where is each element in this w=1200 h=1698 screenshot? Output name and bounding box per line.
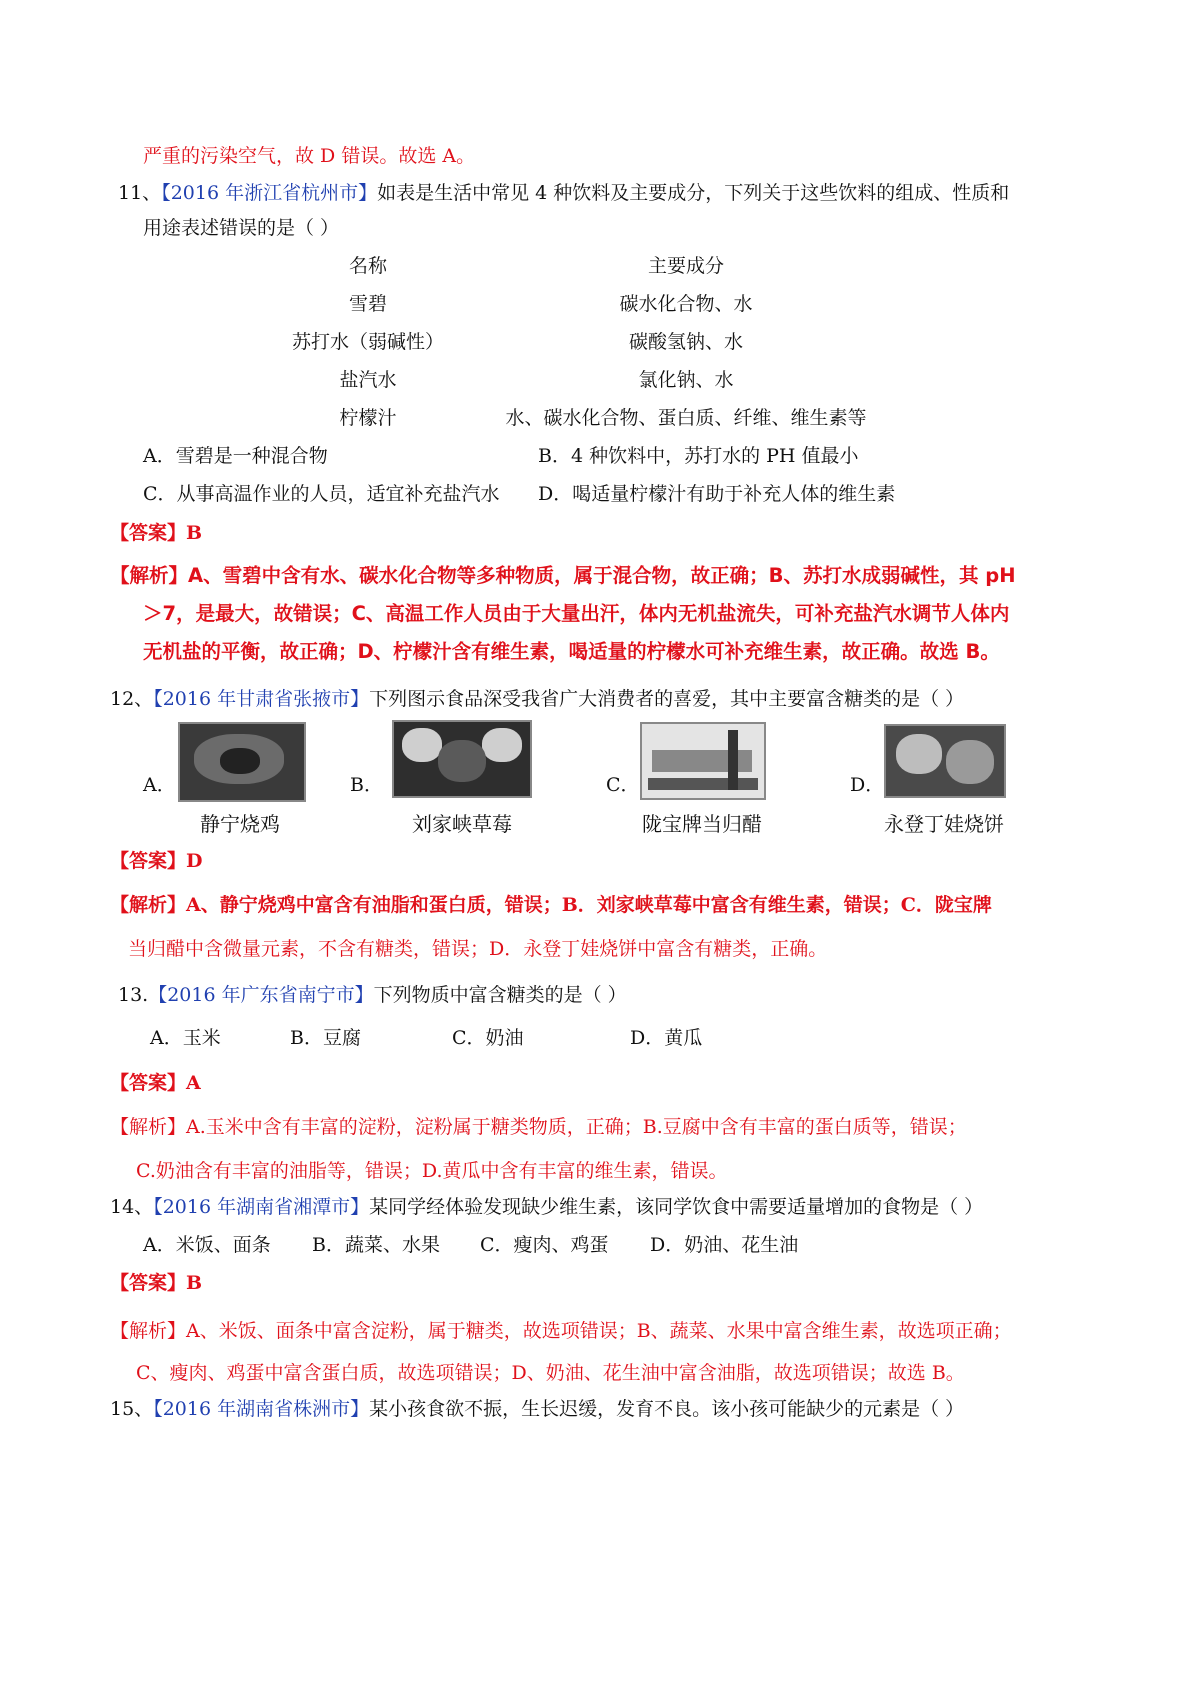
option-d: D．喝适量柠檬汁有助于补充人体的维生素 (538, 483, 896, 505)
table-cell: 柠檬汁 (339, 407, 397, 429)
explanation-line: 无机盐的平衡，故正确；D、柠檬汁含有维生素，喝适量的柠檬水可补充维生素，故正确。故选 B。 (143, 640, 1000, 663)
question-source: 【2016 年广东省南宁市】 (148, 984, 374, 1006)
question-source: 【2016 年浙江省杭州市】 (161, 182, 378, 204)
explanation-line: C.奶油含有丰富的油脂等，错误；D.黄瓜中含有丰富的维生素，错误。 (136, 1160, 728, 1182)
option-a: A．米饭、面条 (143, 1234, 271, 1256)
explanation-line: 当归醋中含微量元素，不含有糖类，错误；D．永登丁娃烧饼中富含有糖类，正确。 (128, 938, 828, 960)
table-cell: 碳酸氢钠、水 (628, 331, 744, 353)
pancake-photo (884, 724, 1006, 798)
explanation-line: ＞7，是最大，故错误；C、高温工作人员由于大量出汗，体内无机盐流失，可补充盐汽水调节人体内 (143, 602, 1010, 625)
option-b: B．豆腐 (290, 1027, 361, 1049)
explanation-line (110, 892, 992, 918)
option-letter: B． (350, 774, 383, 796)
answer-label: 【答案】D (110, 850, 203, 872)
answer-label: 【答案】A (110, 1072, 201, 1094)
table-cell: 氯化钠、水 (638, 369, 734, 391)
option-c: C．从事高温作业的人员，适宜补充盐汽水 (143, 483, 500, 505)
table-cell: 盐汽水 (339, 369, 397, 391)
question-source: 【2016 年湖南省株洲市】 (153, 1398, 370, 1420)
roast-chicken-photo (178, 722, 306, 802)
prev-explanation-tail: 严重的污染空气，故 D 错误。故选 A。 (143, 145, 476, 167)
option-c: C．奶油 (452, 1027, 524, 1049)
food-caption: 陇宝牌当归醋 (642, 812, 762, 836)
question-source: 【2016 年湖南省湘潭市】 (153, 1196, 370, 1218)
option-a: A．雪碧是一种混合物 (143, 445, 328, 467)
option-a: A．玉米 (150, 1027, 221, 1049)
table-cell: 碳水化合物、水 (619, 293, 753, 315)
answer-label: 【答案】B (110, 522, 203, 544)
food-caption: 刘家峡草莓 (412, 812, 512, 836)
explanation-line: C、瘦肉、鸡蛋中富含蛋白质，故选项错误；D、奶油、花生油中富含油脂，故选项错误；故选 B。 (136, 1362, 965, 1384)
question-number: 15、 (110, 1398, 154, 1420)
option-b: B．4 种饮料中，苏打水的 PH 值最小 (538, 445, 859, 467)
table-cell: 水、碳水化合物、蛋白质、纤维、维生素等 (505, 407, 867, 429)
question-15-line1 (110, 1396, 964, 1422)
question-12-line1 (110, 686, 964, 712)
question-text: 某同学经体验发现缺少维生素，该同学饮食中需要适量增加的食物是（ ） (369, 1196, 984, 1218)
explanation-line: 【解析】A.玉米中含有丰富的淀粉，淀粉属于糖类物质，正确；B.豆腐中含有丰富的蛋白质等，错误； (110, 1116, 967, 1138)
question-text: 如表是生活中常见 4 种饮料及主要成分，下列关于这些饮料的组成、性质和 (377, 182, 1010, 204)
question-11-line2: 用途表述错误的是（ ） (143, 217, 340, 239)
question-text: 下列物质中富含糖类的是（ ） (373, 984, 627, 1006)
option-letter: D． (850, 774, 885, 796)
question-number: 11、 (118, 182, 162, 204)
option-c: C．瘦肉、鸡蛋 (480, 1234, 609, 1256)
food-caption: 永登丁娃烧饼 (884, 812, 1004, 836)
table-cell: 雪碧 (348, 293, 388, 315)
explanation-line: 【解析】A、雪碧中含有水、碳水化合物等多种物质，属于混合物，故正确；B、苏打水成弱碱性，其 pH (110, 564, 1016, 587)
option-letter: A． (143, 774, 176, 796)
table-cell: 苏打水（弱碱性） (291, 331, 445, 353)
question-11-line1 (118, 180, 1009, 206)
question-text: 下列图示食品深受我省广大消费者的喜爱，其中主要富含糖类的是（ ） (369, 688, 965, 710)
food-caption: 静宁烧鸡 (200, 812, 280, 836)
option-d: D．奶油、花生油 (650, 1234, 799, 1256)
explanation-text: 【解析】A、静宁烧鸡中富含有油脂和蛋白质，错误；B．刘家峡草莓中富含有维生素，错误；C．陇宝牌 (110, 894, 992, 916)
option-d: D．黄瓜 (630, 1027, 703, 1049)
question-14-line1 (110, 1194, 983, 1220)
question-number: 13. (118, 984, 149, 1006)
table-header-ingredients: 主要成分 (647, 255, 725, 277)
vinegar-bottle-photo (640, 722, 766, 800)
question-text: 某小孩食欲不振，生长迟缓，发育不良。该小孩可能缺少的元素是（ ） (369, 1398, 965, 1420)
option-letter: C． (606, 774, 640, 796)
question-13-line1 (118, 982, 627, 1008)
explanation-line: 【解析】A、米饭、面条中富含淀粉，属于糖类，故选项错误；B、蔬菜、水果中富含维生素，故选项正确； (110, 1320, 1012, 1342)
answer-label: 【答案】B (110, 1272, 203, 1294)
question-number: 14、 (110, 1196, 154, 1218)
option-b: B．蔬菜、水果 (312, 1234, 440, 1256)
question-source: 【2016 年甘肃省张掖市】 (153, 688, 370, 710)
question-number: 12、 (110, 688, 154, 710)
table-header-name: 名称 (348, 255, 388, 277)
strawberry-photo (392, 720, 532, 798)
